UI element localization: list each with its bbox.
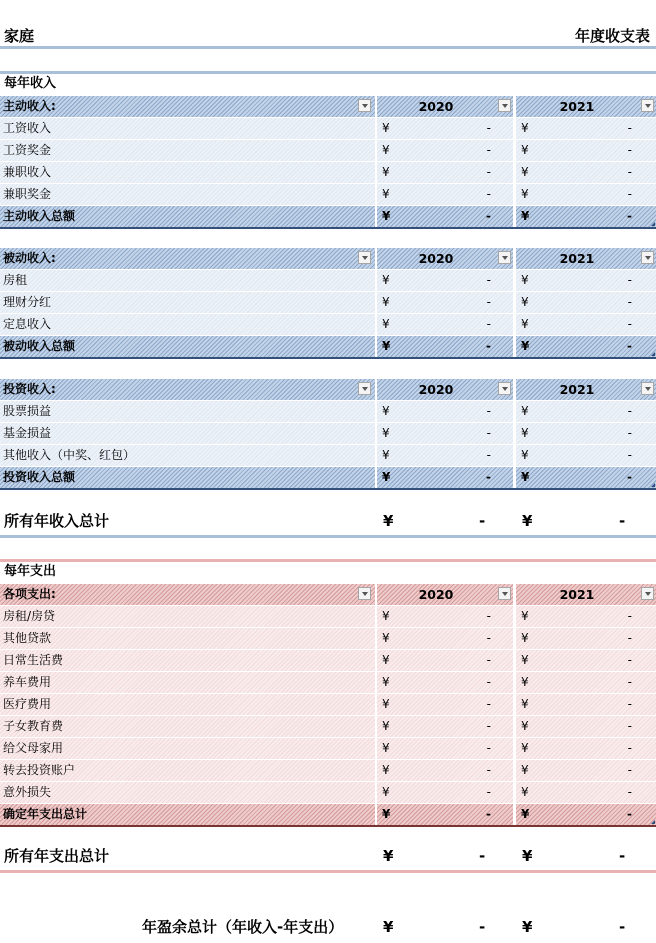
row-label[interactable]: 房租 <box>0 270 375 291</box>
currency-symbol: ¥ <box>382 143 390 157</box>
value-2020[interactable]: - <box>479 918 486 936</box>
currency-symbol: ¥ <box>521 404 529 418</box>
currency-symbol: ¥ <box>522 512 533 530</box>
row-label[interactable]: 股票损益 <box>0 401 375 422</box>
value-cell-2021[interactable] <box>516 140 656 161</box>
amount-value: - <box>627 719 632 733</box>
currency-symbol: ¥ <box>521 121 529 135</box>
currency-symbol: ¥ <box>521 763 529 777</box>
amount-value: - <box>486 187 491 201</box>
amount-value: - <box>627 187 632 201</box>
filter-dropdown-icon[interactable] <box>498 99 511 112</box>
value-cell-2020[interactable] <box>377 206 513 227</box>
currency-symbol: ¥ <box>521 426 529 440</box>
value-cell-2021[interactable] <box>516 314 656 335</box>
currency-symbol: ¥ <box>382 470 391 484</box>
currency-symbol: ¥ <box>382 741 390 755</box>
amount-value: - <box>486 697 491 711</box>
value-cell-2021[interactable] <box>516 672 656 693</box>
expense-rule-bottom <box>0 870 656 873</box>
amount-value: - <box>627 763 632 777</box>
year-label: 2020 <box>418 587 454 602</box>
currency-symbol: ¥ <box>521 187 529 201</box>
amount-value: - <box>486 631 491 645</box>
year-label: 2021 <box>559 99 595 114</box>
currency-symbol: ¥ <box>521 273 529 287</box>
value-cell-2021[interactable] <box>516 445 656 466</box>
amount-value: - <box>627 448 632 462</box>
value-cell-2021[interactable] <box>516 292 656 313</box>
table-row <box>0 184 656 205</box>
amount-value: - <box>486 143 491 157</box>
total-label[interactable]: 主动收入总额 <box>0 206 375 227</box>
table-row <box>0 140 656 161</box>
total-label[interactable]: 确定年支出总计 <box>0 804 375 825</box>
expense-grand-total-label: 所有年支出总计 <box>4 847 110 865</box>
value-cell-2021[interactable] <box>516 628 656 649</box>
surplus-label: 年盈余总计（年收入-年支出） <box>142 918 344 936</box>
income-grand-total-label: 所有年收入总计 <box>4 512 110 530</box>
category-header[interactable] <box>0 584 375 605</box>
value-cell-2020[interactable] <box>377 270 513 291</box>
amount-value: - <box>627 143 632 157</box>
value-cell-2020[interactable] <box>377 716 513 737</box>
table-row <box>0 672 656 693</box>
amount-value: - <box>627 339 632 353</box>
currency-symbol: ¥ <box>521 609 529 623</box>
category-header[interactable] <box>0 96 375 117</box>
value-cell-2020[interactable] <box>377 738 513 759</box>
page-title-right: 年度收支表 <box>574 27 650 45</box>
income-rule-bottom <box>0 535 656 538</box>
value-2021[interactable]: - <box>619 918 626 936</box>
currency-symbol: ¥ <box>382 448 390 462</box>
currency-symbol: ¥ <box>521 719 529 733</box>
year-label: 2021 <box>559 382 595 397</box>
year-label: 2021 <box>559 587 595 602</box>
year-header-2021[interactable] <box>516 379 656 400</box>
row-label[interactable]: 房租/房贷 <box>0 606 375 627</box>
amount-value: - <box>627 165 632 179</box>
value-cell-2020[interactable] <box>377 118 513 139</box>
value-cell-2021[interactable] <box>516 336 656 357</box>
amount-value: - <box>486 763 491 777</box>
amount-value: - <box>627 295 632 309</box>
amount-value: - <box>627 273 632 287</box>
amount-value: - <box>486 719 491 733</box>
value-cell-2020[interactable] <box>377 445 513 466</box>
amount-value: - <box>486 653 491 667</box>
currency-symbol: ¥ <box>383 847 394 865</box>
amount-value: - <box>486 807 491 821</box>
currency-symbol: ¥ <box>382 165 390 179</box>
currency-symbol: ¥ <box>521 675 529 689</box>
resize-handle[interactable] <box>651 352 655 356</box>
table-row <box>0 314 656 335</box>
amount-value: - <box>627 675 632 689</box>
table-row <box>0 401 656 422</box>
filter-dropdown-icon[interactable] <box>498 382 511 395</box>
value-cell-2021[interactable] <box>516 184 656 205</box>
value-cell-2020[interactable] <box>377 467 513 488</box>
table-row <box>0 445 656 466</box>
currency-symbol: ¥ <box>522 918 533 936</box>
filter-dropdown-icon[interactable] <box>498 587 511 600</box>
table-row <box>0 650 656 671</box>
expense-section-title: 每年支出 <box>4 564 57 579</box>
income-section-title: 每年收入 <box>4 76 57 91</box>
currency-symbol: ¥ <box>383 512 394 530</box>
value-cell-2020[interactable] <box>377 672 513 693</box>
expense-grand-total-row <box>0 843 656 869</box>
amount-value: - <box>627 807 632 821</box>
table-row <box>0 292 656 313</box>
value-cell-2020[interactable] <box>377 694 513 715</box>
value-cell-2021[interactable] <box>516 738 656 759</box>
currency-symbol: ¥ <box>382 121 390 135</box>
filter-dropdown-icon[interactable] <box>641 251 654 264</box>
amount-value: - <box>486 121 491 135</box>
row-label[interactable]: 定息收入 <box>0 314 375 335</box>
amount-value: - <box>486 426 491 440</box>
year-header-2020[interactable] <box>377 379 513 400</box>
filter-dropdown-icon[interactable] <box>358 251 371 264</box>
value-cell-2021[interactable] <box>516 650 656 671</box>
value-cell-2021[interactable] <box>516 467 656 488</box>
row-label[interactable]: 其他收入（中奖、红包） <box>0 445 375 466</box>
total-label[interactable]: 被动收入总额 <box>0 336 375 357</box>
table-header-row <box>0 379 656 400</box>
year-label: 2021 <box>559 251 595 266</box>
row-label[interactable]: 工资奖金 <box>0 140 375 161</box>
amount-value: - <box>486 675 491 689</box>
amount-value: - <box>486 209 491 223</box>
year-header-2021[interactable] <box>516 96 656 117</box>
currency-symbol: ¥ <box>521 631 529 645</box>
table-header-row <box>0 584 656 605</box>
amount-value: - <box>486 741 491 755</box>
currency-symbol: ¥ <box>382 209 391 223</box>
amount-value: - <box>627 631 632 645</box>
amount-value: - <box>486 273 491 287</box>
row-label[interactable]: 意外损失 <box>0 782 375 803</box>
currency-symbol: ¥ <box>382 697 390 711</box>
amount-value: - <box>486 404 491 418</box>
currency-symbol: ¥ <box>382 807 391 821</box>
value-cell-2021[interactable] <box>516 782 656 803</box>
amount-value: - <box>627 741 632 755</box>
currency-symbol: ¥ <box>382 339 391 353</box>
currency-symbol: ¥ <box>521 697 529 711</box>
value-2020[interactable]: - <box>479 512 486 530</box>
currency-symbol: ¥ <box>382 653 390 667</box>
year-header-2020[interactable] <box>377 584 513 605</box>
currency-symbol: ¥ <box>383 918 394 936</box>
currency-symbol: ¥ <box>382 719 390 733</box>
value-2021[interactable]: - <box>619 847 626 865</box>
value-cell-2020[interactable] <box>377 606 513 627</box>
category-label: 投资收入: <box>3 382 56 396</box>
filter-dropdown-icon[interactable] <box>498 251 511 264</box>
amount-value: - <box>627 609 632 623</box>
year-header-2020[interactable] <box>377 96 513 117</box>
filter-dropdown-icon[interactable] <box>358 587 371 600</box>
resize-handle[interactable] <box>651 483 655 487</box>
currency-symbol: ¥ <box>382 675 390 689</box>
amount-value: - <box>627 653 632 667</box>
amount-value: - <box>627 697 632 711</box>
currency-symbol: ¥ <box>521 209 530 223</box>
currency-symbol: ¥ <box>382 426 390 440</box>
resize-handle[interactable] <box>651 820 655 824</box>
row-label[interactable]: 工资收入 <box>0 118 375 139</box>
value-cell-2020[interactable] <box>377 140 513 161</box>
row-label[interactable]: 兼职奖金 <box>0 184 375 205</box>
filter-dropdown-icon[interactable] <box>641 382 654 395</box>
year-label: 2020 <box>418 382 454 397</box>
table-total-row <box>0 336 656 359</box>
value-cell-2020[interactable] <box>377 423 513 444</box>
table-row <box>0 118 656 139</box>
year-label: 2020 <box>418 251 454 266</box>
table-row <box>0 270 656 291</box>
currency-symbol: ¥ <box>382 763 390 777</box>
value-cell-2021[interactable] <box>516 606 656 627</box>
row-label[interactable]: 子女教育费 <box>0 716 375 737</box>
amount-value: - <box>627 785 632 799</box>
currency-symbol: ¥ <box>382 187 390 201</box>
filter-dropdown-icon[interactable] <box>358 99 371 112</box>
expense-rule-top <box>0 559 656 562</box>
currency-symbol: ¥ <box>521 339 530 353</box>
amount-value: - <box>627 470 632 484</box>
amount-value: - <box>486 165 491 179</box>
header-rule <box>0 46 656 49</box>
value-cell-2021[interactable] <box>516 804 656 825</box>
row-label[interactable]: 其他贷款 <box>0 628 375 649</box>
value-cell-2021[interactable] <box>516 423 656 444</box>
table-row <box>0 162 656 183</box>
currency-symbol: ¥ <box>521 470 530 484</box>
table-total-row <box>0 467 656 490</box>
currency-symbol: ¥ <box>382 609 390 623</box>
value-cell-2020[interactable] <box>377 162 513 183</box>
table-row <box>0 423 656 444</box>
filter-dropdown-icon[interactable] <box>641 99 654 112</box>
year-label: 2020 <box>418 99 454 114</box>
value-cell-2020[interactable] <box>377 650 513 671</box>
value-cell-2021[interactable] <box>516 716 656 737</box>
currency-symbol: ¥ <box>521 165 529 179</box>
value-cell-2021[interactable] <box>516 401 656 422</box>
value-cell-2020[interactable] <box>377 804 513 825</box>
currency-symbol: ¥ <box>382 631 390 645</box>
value-2020[interactable]: - <box>479 847 486 865</box>
year-header-2020[interactable] <box>377 248 513 269</box>
category-header[interactable] <box>0 248 375 269</box>
value-2021[interactable]: - <box>619 512 626 530</box>
currency-symbol: ¥ <box>521 785 529 799</box>
value-cell-2020[interactable] <box>377 314 513 335</box>
amount-value: - <box>486 339 491 353</box>
filter-dropdown-icon[interactable] <box>641 587 654 600</box>
category-label: 各项支出: <box>3 587 56 601</box>
year-header-2021[interactable] <box>516 584 656 605</box>
value-cell-2021[interactable] <box>516 694 656 715</box>
table-header-row <box>0 96 656 117</box>
currency-symbol: ¥ <box>382 273 390 287</box>
amount-value: - <box>627 121 632 135</box>
row-label[interactable]: 养车费用 <box>0 672 375 693</box>
amount-value: - <box>486 295 491 309</box>
value-cell-2020[interactable] <box>377 401 513 422</box>
table-row <box>0 760 656 781</box>
table-total-row <box>0 206 656 229</box>
currency-symbol: ¥ <box>522 847 533 865</box>
amount-value: - <box>627 209 632 223</box>
year-header-2021[interactable] <box>516 248 656 269</box>
currency-symbol: ¥ <box>521 295 529 309</box>
value-cell-2020[interactable] <box>377 782 513 803</box>
table-row <box>0 716 656 737</box>
amount-value: - <box>627 426 632 440</box>
category-label: 被动收入: <box>3 251 56 265</box>
row-label[interactable]: 基金损益 <box>0 423 375 444</box>
table-row <box>0 606 656 627</box>
row-label[interactable]: 兼职收入 <box>0 162 375 183</box>
row-label[interactable]: 给父母家用 <box>0 738 375 759</box>
value-cell-2020[interactable] <box>377 628 513 649</box>
amount-value: - <box>486 448 491 462</box>
table-header-row <box>0 248 656 269</box>
value-cell-2020[interactable] <box>377 184 513 205</box>
table-row <box>0 694 656 715</box>
value-cell-2021[interactable] <box>516 270 656 291</box>
currency-symbol: ¥ <box>382 317 390 331</box>
table-row <box>0 738 656 759</box>
row-label[interactable]: 转去投资账户 <box>0 760 375 781</box>
value-cell-2020[interactable] <box>377 760 513 781</box>
value-cell-2020[interactable] <box>377 292 513 313</box>
value-cell-2021[interactable] <box>516 118 656 139</box>
resize-handle[interactable] <box>651 222 655 226</box>
amount-value: - <box>486 317 491 331</box>
category-header[interactable] <box>0 379 375 400</box>
amount-value: - <box>486 470 491 484</box>
currency-symbol: ¥ <box>521 741 529 755</box>
value-cell-2021[interactable] <box>516 162 656 183</box>
value-cell-2021[interactable] <box>516 760 656 781</box>
currency-symbol: ¥ <box>382 404 390 418</box>
row-label[interactable]: 理财分红 <box>0 292 375 313</box>
currency-symbol: ¥ <box>521 448 529 462</box>
income-rule-top <box>0 71 656 74</box>
currency-symbol: ¥ <box>521 653 529 667</box>
filter-dropdown-icon[interactable] <box>358 382 371 395</box>
currency-symbol: ¥ <box>521 317 529 331</box>
row-label[interactable]: 医疗费用 <box>0 694 375 715</box>
amount-value: - <box>627 404 632 418</box>
currency-symbol: ¥ <box>521 143 529 157</box>
value-cell-2020[interactable] <box>377 336 513 357</box>
table-total-row <box>0 804 656 827</box>
amount-value: - <box>486 609 491 623</box>
table-row <box>0 782 656 803</box>
surplus-row <box>0 914 656 940</box>
page-title-left: 家庭 <box>4 27 35 45</box>
currency-symbol: ¥ <box>521 807 530 821</box>
value-cell-2021[interactable] <box>516 206 656 227</box>
table-row <box>0 628 656 649</box>
amount-value: - <box>486 785 491 799</box>
amount-value: - <box>627 317 632 331</box>
total-label[interactable]: 投资收入总额 <box>0 467 375 488</box>
currency-symbol: ¥ <box>382 785 390 799</box>
row-label[interactable]: 日常生活费 <box>0 650 375 671</box>
currency-symbol: ¥ <box>382 295 390 309</box>
category-label: 主动收入: <box>3 99 56 113</box>
income-grand-total-row <box>0 508 656 534</box>
